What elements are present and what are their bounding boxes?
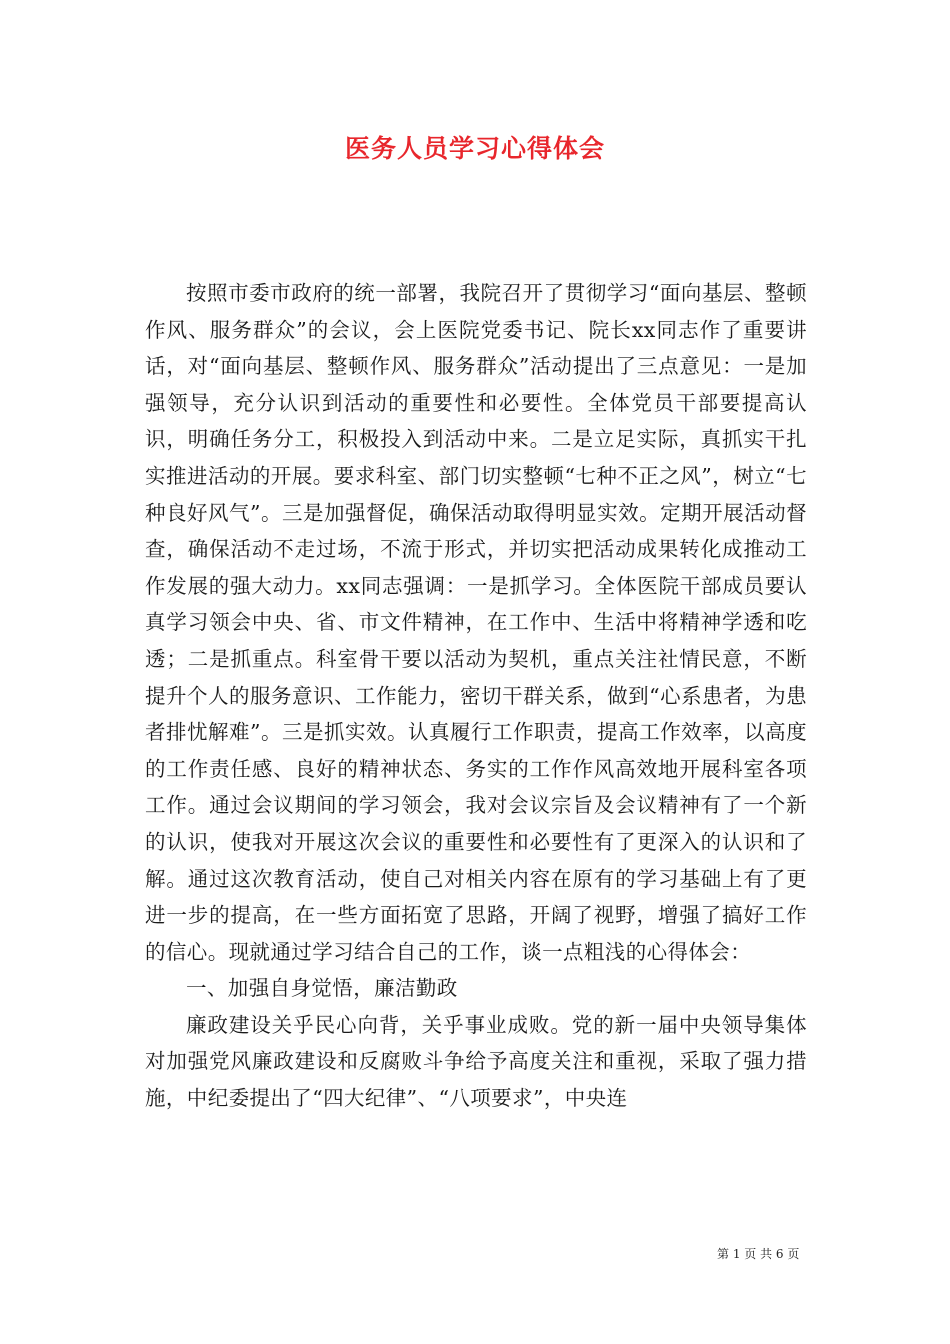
section-heading: 一、加强自身觉悟，廉洁勤政	[186, 976, 458, 1001]
document-title: 医务人员学习心得体会	[344, 134, 605, 163]
body-paragraph: 按照市委市政府的统一部署，我院召开了贯彻学习“面向基层、整顿作风、服务群众”的会议，会上医院党委书记、院长xx同志作了重要讲话，对“面向基层、整顿作风、服务群众”活动提出了三点意见：一是加强领导，充分认识到活动的重要性和必要性。全体党员干部要提高认识，明确任务分工，积极投入到活动中来。二是立足实际，真抓实干扎实推进活动的开展。要求科室、部门切实整顿“七种不正之风”，树立“七种良好风气”。三是加强督促，确保活动取得明显实效。定期开展活动督查，确保活动不走过场，不流于形式，并切实把活动成果转化成推动工作发展的强大动力。xx同志强调：一是抓学习。全体医院干部成员要认真学习领会中央、省、市文件精神，在工作中、生活中将精神学透和吃透；二是抓重点。科室骨干要以活动为契机，重点关注社情民意，不断提升个人的服务意识、工作能力，密切干群关系，做到“心系患者，为患者排忧解难”。三是抓实效。认真履行工作职责，提高工作效率，以高度的工作责任感、良好的精神状态、务实的工作作风高效地开展科室各项工作。通过会议期间的学习领会，我对会议宗旨及会议精神有了一个新的认识，使我对开展这次会议的重要性和必要性有了更深入的认识和了解。通过这次教育活动，使自己对相关内容在原有的学习基础上有了更进一步的提高，在一些方面拓宽了思路，开阔了视野，增强了搞好工作的信心。现就通过学习结合自己的工作，谈一点粗浅的心得体会：	[145, 281, 807, 964]
body-paragraph: 廉政建设关乎民心向背，关乎事业成败。党的新一届中央领导集体对加强党风廉政建设和反腐败斗争给予高度关注和重视，采取了强力措施，中纪委提出了“四大纪律”、“八项要求”，中央连	[145, 1012, 807, 1111]
page-number: 第 1 页 共 6 页	[717, 1247, 800, 1261]
document-body	[145, 275, 807, 1117]
